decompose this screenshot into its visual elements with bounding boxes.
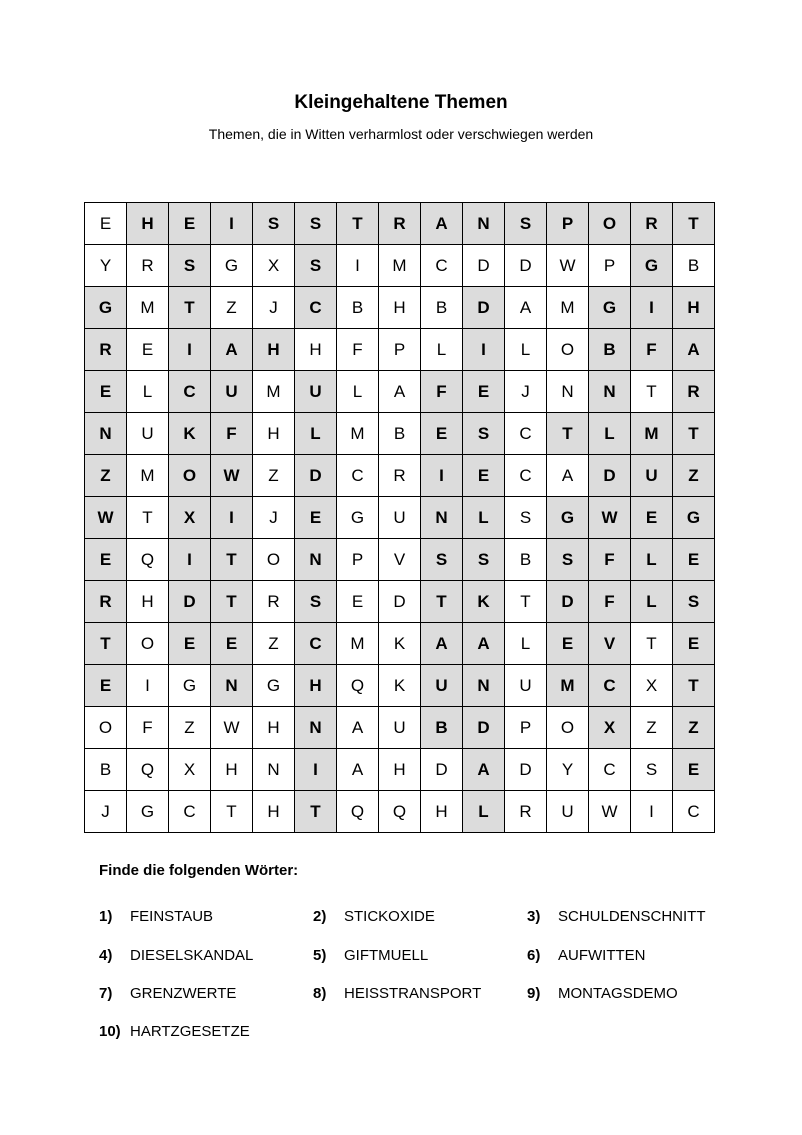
grid-cell: L [421, 329, 463, 371]
grid-cell: Z [85, 455, 127, 497]
grid-cell: C [505, 455, 547, 497]
grid-cell: E [85, 371, 127, 413]
grid-cell: P [589, 245, 631, 287]
grid-cell: M [127, 455, 169, 497]
word-number: 9) [527, 985, 541, 1002]
grid-cell: T [295, 791, 337, 833]
grid-cell: B [379, 413, 421, 455]
grid-cell: B [505, 539, 547, 581]
word-text: AUFWITTEN [558, 947, 646, 964]
grid-cell: Y [547, 749, 589, 791]
grid-cell: G [169, 665, 211, 707]
grid-cell: T [127, 497, 169, 539]
grid-cell: D [547, 581, 589, 623]
grid-cell: I [127, 665, 169, 707]
grid-cell: H [673, 287, 715, 329]
grid-cell: N [421, 497, 463, 539]
grid-cell: V [589, 623, 631, 665]
grid-cell: A [337, 749, 379, 791]
grid-cell: O [85, 707, 127, 749]
grid-cell: A [463, 749, 505, 791]
grid-cell: Z [253, 455, 295, 497]
grid-cell: J [85, 791, 127, 833]
word-list-item [527, 947, 646, 964]
grid-cell: L [337, 371, 379, 413]
grid-cell: P [505, 707, 547, 749]
page-title: Kleingehaltene Themen [294, 92, 508, 113]
grid-cell: C [589, 749, 631, 791]
word-text: GIFTMUELL [344, 947, 429, 964]
grid-cell: S [631, 749, 673, 791]
grid-cell: L [463, 497, 505, 539]
grid-cell: I [211, 497, 253, 539]
grid-cell: L [631, 581, 673, 623]
grid-cell: O [589, 203, 631, 245]
grid-cell: H [379, 287, 421, 329]
grid-cell: Z [673, 707, 715, 749]
grid-cell: G [127, 791, 169, 833]
grid-cell: A [505, 287, 547, 329]
grid-cell: C [421, 245, 463, 287]
word-text: HEISSTRANSPORT [344, 985, 482, 1002]
grid-cell: N [211, 665, 253, 707]
grid-cell: I [169, 539, 211, 581]
grid-cell: P [547, 203, 589, 245]
grid-cell: H [253, 413, 295, 455]
grid-cell: E [421, 413, 463, 455]
grid-cell: E [463, 455, 505, 497]
grid-cell: I [169, 329, 211, 371]
grid-cell: W [547, 245, 589, 287]
word-list-item [99, 985, 236, 1002]
grid-cell: U [631, 455, 673, 497]
grid-cell: R [85, 329, 127, 371]
grid-cell: J [253, 287, 295, 329]
grid-cell: C [505, 413, 547, 455]
grid-cell: L [505, 329, 547, 371]
grid-cell: K [379, 665, 421, 707]
grid-cell: U [127, 413, 169, 455]
grid-cell: S [295, 581, 337, 623]
grid-cell: W [589, 791, 631, 833]
grid-cell: T [673, 665, 715, 707]
grid-cell: R [253, 581, 295, 623]
grid-cell: Z [631, 707, 673, 749]
grid-cell: A [421, 623, 463, 665]
grid-cell: R [673, 371, 715, 413]
grid-cell: S [505, 203, 547, 245]
grid-cell: W [211, 455, 253, 497]
grid-cell: R [631, 203, 673, 245]
grid-cell: Q [379, 791, 421, 833]
grid-cell: B [673, 245, 715, 287]
grid-cell: K [379, 623, 421, 665]
grid-cell: H [379, 749, 421, 791]
grid-cell: X [253, 245, 295, 287]
grid-cell: A [547, 455, 589, 497]
grid-cell: H [127, 581, 169, 623]
word-list-item [99, 1023, 250, 1040]
grid-cell: G [589, 287, 631, 329]
grid-cell: G [631, 245, 673, 287]
grid-cell: F [589, 539, 631, 581]
page-subtitle: Themen, die in Witten verharmlost oder verschwiegen werden [208, 126, 594, 142]
grid-cell: A [421, 203, 463, 245]
word-number: 1) [99, 908, 113, 925]
grid-cell: G [547, 497, 589, 539]
word-list-item [313, 947, 428, 964]
grid-cell: U [505, 665, 547, 707]
grid-cell: E [673, 623, 715, 665]
grid-cell: I [337, 245, 379, 287]
word-text: DIESELSKANDAL [130, 947, 254, 964]
grid-cell: D [505, 749, 547, 791]
grid-cell: H [421, 791, 463, 833]
grid-cell: S [169, 245, 211, 287]
grid-cell: D [463, 287, 505, 329]
grid-cell: A [337, 707, 379, 749]
grid-cell: D [379, 581, 421, 623]
grid-cell: R [379, 203, 421, 245]
word-text: STICKOXIDE [344, 908, 435, 925]
word-number: 7) [99, 985, 113, 1002]
grid-cell: E [169, 623, 211, 665]
grid-cell: T [673, 203, 715, 245]
grid-cell: T [337, 203, 379, 245]
grid-cell: C [295, 287, 337, 329]
grid-cell: S [463, 539, 505, 581]
grid-cell: Q [127, 539, 169, 581]
grid-cell: I [421, 455, 463, 497]
grid-cell: D [421, 749, 463, 791]
grid-cell: K [169, 413, 211, 455]
grid-cell: G [673, 497, 715, 539]
grid-cell: B [85, 749, 127, 791]
grid-cell: L [631, 539, 673, 581]
word-text: GRENZWERTE [130, 985, 237, 1002]
grid-cell: E [169, 203, 211, 245]
grid-cell: O [253, 539, 295, 581]
grid-cell: Z [211, 287, 253, 329]
grid-cell: C [169, 371, 211, 413]
grid-cell: W [211, 707, 253, 749]
grid-cell: E [463, 371, 505, 413]
word-number: 3) [527, 908, 541, 925]
grid-cell: K [463, 581, 505, 623]
grid-cell: L [463, 791, 505, 833]
grid-cell: M [547, 287, 589, 329]
grid-cell: H [211, 749, 253, 791]
grid-cell: E [673, 539, 715, 581]
grid-cell: T [421, 581, 463, 623]
grid-cell: F [127, 707, 169, 749]
grid-cell: J [505, 371, 547, 413]
grid-cell: T [631, 371, 673, 413]
grid-cell: Z [169, 707, 211, 749]
grid-cell: S [295, 203, 337, 245]
grid-cell: U [547, 791, 589, 833]
grid-cell: S [547, 539, 589, 581]
grid-cell: L [295, 413, 337, 455]
word-number: 8) [313, 985, 327, 1002]
grid-cell: O [547, 707, 589, 749]
grid-cell: H [253, 707, 295, 749]
word-search-grid [84, 202, 715, 833]
grid-cell: G [85, 287, 127, 329]
grid-cell: Y [85, 245, 127, 287]
grid-cell: X [169, 749, 211, 791]
grid-cell: M [253, 371, 295, 413]
grid-cell: L [127, 371, 169, 413]
grid-cell: S [505, 497, 547, 539]
word-text: SCHULDENSCHNITT [558, 908, 706, 925]
grid-cell: S [253, 203, 295, 245]
grid-cell: S [295, 245, 337, 287]
grid-cell: T [211, 791, 253, 833]
grid-cell: T [211, 539, 253, 581]
grid-cell: Q [337, 791, 379, 833]
grid-cell: A [463, 623, 505, 665]
grid-cell: I [463, 329, 505, 371]
grid-cell: A [211, 329, 253, 371]
grid-cell: N [547, 371, 589, 413]
grid-cell: I [211, 203, 253, 245]
grid-cell: X [631, 665, 673, 707]
grid-cell: C [169, 791, 211, 833]
grid-cell: W [589, 497, 631, 539]
word-list-item [313, 985, 481, 1002]
word-list-item [99, 947, 253, 964]
grid-cell: H [253, 791, 295, 833]
grid-cell: O [127, 623, 169, 665]
grid-cell: S [421, 539, 463, 581]
word-list-item [527, 908, 706, 925]
grid-cell: R [127, 245, 169, 287]
grid-cell: R [505, 791, 547, 833]
grid-cell: N [85, 413, 127, 455]
grid-cell: N [589, 371, 631, 413]
word-number: 2) [313, 908, 327, 925]
grid-cell: B [589, 329, 631, 371]
grid-cell: E [85, 203, 127, 245]
grid-cell: Z [253, 623, 295, 665]
grid-cell: Q [337, 665, 379, 707]
grid-cell: U [211, 371, 253, 413]
word-number: 4) [99, 947, 113, 964]
word-number: 10) [99, 1023, 121, 1040]
grid-cell: T [547, 413, 589, 455]
word-text: FEINSTAUB [130, 908, 214, 925]
grid-cell: J [253, 497, 295, 539]
grid-cell: I [295, 749, 337, 791]
grid-cell: F [631, 329, 673, 371]
grid-cell: O [169, 455, 211, 497]
grid-cell: M [337, 413, 379, 455]
grid-cell: H [295, 665, 337, 707]
grid-cell: G [211, 245, 253, 287]
grid-cell: S [463, 413, 505, 455]
grid-cell: F [337, 329, 379, 371]
grid-cell: D [463, 245, 505, 287]
grid-cell: M [127, 287, 169, 329]
word-text: HARTZGESETZE [130, 1023, 250, 1040]
grid-cell: U [379, 707, 421, 749]
grid-cell: H [127, 203, 169, 245]
grid-cell: H [253, 329, 295, 371]
grid-cell: P [337, 539, 379, 581]
grid-cell: I [631, 791, 673, 833]
grid-cell: T [169, 287, 211, 329]
grid-cell: U [295, 371, 337, 413]
grid-cell: B [421, 707, 463, 749]
grid-cell: E [337, 581, 379, 623]
grid-cell: N [463, 203, 505, 245]
grid-cell: G [253, 665, 295, 707]
grid-cell: U [421, 665, 463, 707]
grid-cell: D [463, 707, 505, 749]
grid-cell: E [211, 623, 253, 665]
grid-cell: C [673, 791, 715, 833]
grid-cell: F [421, 371, 463, 413]
grid-cell: L [589, 413, 631, 455]
grid-cell: E [295, 497, 337, 539]
grid-cell: Z [673, 455, 715, 497]
grid-cell: S [673, 581, 715, 623]
word-text: MONTAGSDEMO [558, 985, 678, 1002]
grid-cell: C [589, 665, 631, 707]
grid-cell: D [505, 245, 547, 287]
grid-cell: M [379, 245, 421, 287]
grid-cell: D [295, 455, 337, 497]
grid-cell: T [631, 623, 673, 665]
grid-cell: T [211, 581, 253, 623]
grid-cell: H [295, 329, 337, 371]
grid-cell: E [673, 749, 715, 791]
grid-cell: F [211, 413, 253, 455]
word-number: 6) [527, 947, 541, 964]
grid-cell: C [337, 455, 379, 497]
grid-cell: M [337, 623, 379, 665]
grid-cell: X [169, 497, 211, 539]
grid-cell: T [673, 413, 715, 455]
grid-cell: R [85, 581, 127, 623]
grid-cell: E [127, 329, 169, 371]
grid-cell: V [379, 539, 421, 581]
grid-cell: U [379, 497, 421, 539]
grid-cell: N [253, 749, 295, 791]
grid-cell: E [85, 539, 127, 581]
grid-cell: A [673, 329, 715, 371]
grid-cell: E [631, 497, 673, 539]
grid-cell: O [547, 329, 589, 371]
grid-cell: N [295, 539, 337, 581]
grid-cell: I [631, 287, 673, 329]
grid-cell: W [85, 497, 127, 539]
grid-cell: T [505, 581, 547, 623]
words-heading: Finde die folgenden Wörter: [99, 862, 299, 879]
word-list-item [527, 985, 678, 1002]
grid-cell: Q [127, 749, 169, 791]
grid-cell: P [379, 329, 421, 371]
grid-cell: E [547, 623, 589, 665]
grid-cell: F [589, 581, 631, 623]
grid-cell: G [337, 497, 379, 539]
word-list [99, 908, 779, 1068]
grid-cell: M [547, 665, 589, 707]
grid-cell: R [379, 455, 421, 497]
word-list-item [313, 908, 435, 925]
grid-cell: X [589, 707, 631, 749]
grid-cell: D [589, 455, 631, 497]
word-number: 5) [313, 947, 327, 964]
grid-cell: M [631, 413, 673, 455]
grid-cell: L [505, 623, 547, 665]
grid-cell: B [337, 287, 379, 329]
grid-cell: T [85, 623, 127, 665]
grid-cell: C [295, 623, 337, 665]
grid-cell: E [85, 665, 127, 707]
word-list-item [99, 908, 213, 925]
grid-cell: A [379, 371, 421, 413]
grid-cell: N [463, 665, 505, 707]
grid-cell: N [295, 707, 337, 749]
grid-cell: B [421, 287, 463, 329]
grid-cell: D [169, 581, 211, 623]
